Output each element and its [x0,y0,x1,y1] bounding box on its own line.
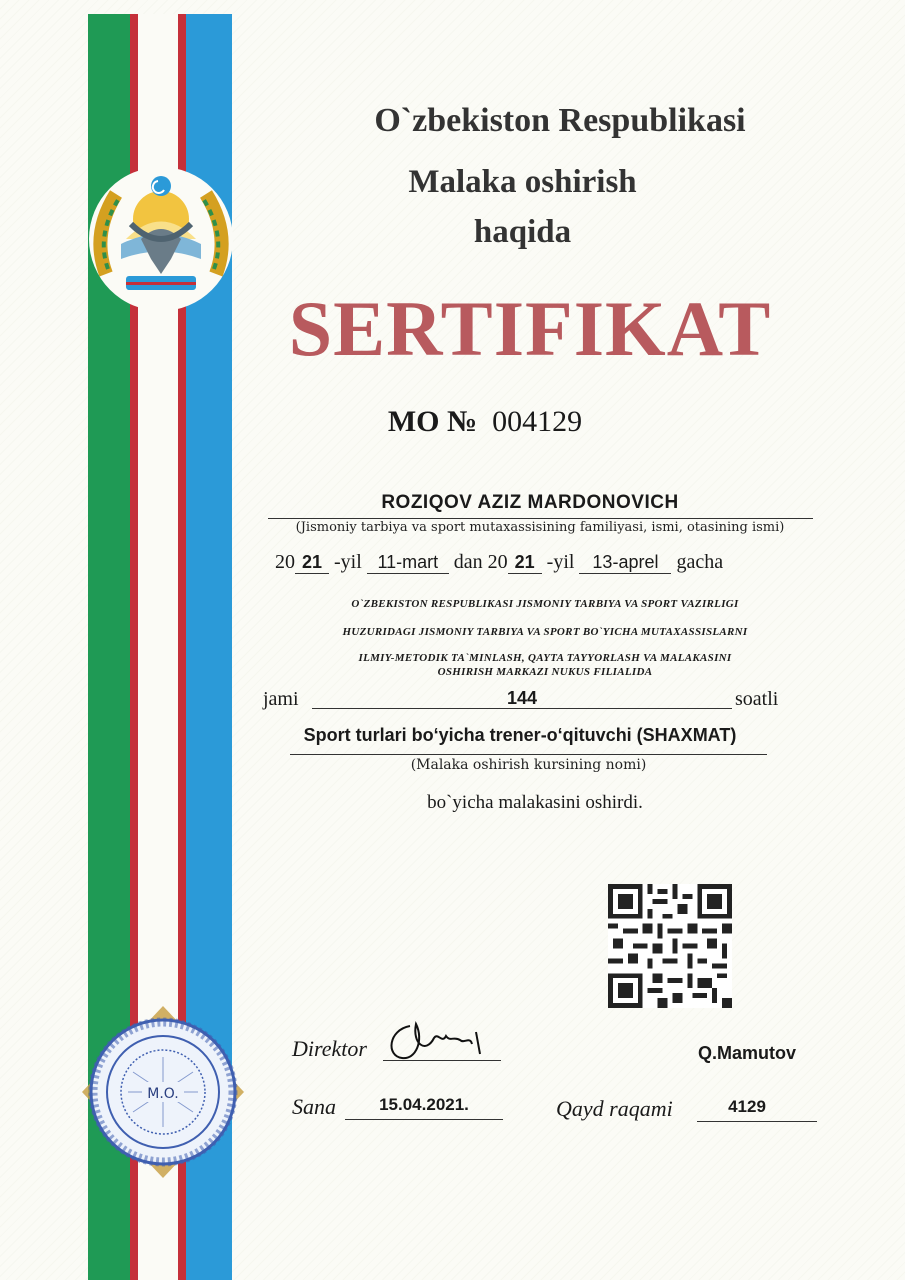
serial-number [250,405,720,439]
subtitle-line2: haqida [473,214,572,250]
hours-value: 144 [506,688,538,708]
date-label: Sana [292,1094,336,1119]
registration-value: 4129 [728,1097,766,1116]
dan-label: dan [453,551,483,573]
from-year-prefix: 20 [275,551,295,573]
organization-line1: O`ZBEKISTON RESPUBLIKASI JISMONIY TARBIYA VA SPORT VAZIRLIGI [351,598,739,610]
gacha-label: gacha [676,551,724,573]
director-label: Direktor [292,1036,367,1061]
hours-unit: soatli [735,688,779,710]
course-caption: (Malaka oshirish kursining nomi) [410,757,647,773]
course-name: Sport turlari bo‘yicha trener-o‘qituvchi (SHAXMAT) [303,725,737,745]
from-date: 11-mart [367,552,449,574]
director-underline [383,1060,501,1061]
qr-code-icon [608,884,732,1008]
completion-text: bo`yicha malakasini oshirdi. [427,792,643,813]
study-period [275,551,723,574]
organization-seal-icon [78,1002,248,1182]
date-value: 15.04.2021. [379,1095,469,1114]
serial-value: 004129 [492,405,583,438]
organization-line3: ILMIY-METODIK TA`MINLASH, QAYTA TAYYORLASH VA MALAKASINI [358,652,732,664]
recipient-name: ROZIQOV AZIZ MARDONOVICH [381,492,679,513]
director-name: Q.Mamutov [698,1043,797,1063]
to-year-suffix: 21 [508,552,542,574]
yil-label: -yil [334,551,362,573]
seal-center-text: M.O. [147,1086,179,1102]
course-underline [290,754,767,755]
serial-label: MO № [387,405,478,438]
organization-line2: HUZURIDAGI JISMONIY TARBIYA VA SPORT BO`YICHA MUTAXASSISLARNI [342,626,748,638]
to-date: 13-aprel [579,552,671,574]
from-year-suffix: 21 [295,552,329,574]
yil-label: -yil [546,551,575,573]
certificate-title: SERTIFIKAT [288,285,772,372]
name-underline [268,518,813,519]
state-emblem-icon [86,164,236,314]
republic-heading: O`zbekiston Respublikasi [374,102,746,139]
registration-label: Qayd raqami [556,1096,673,1121]
name-caption: (Jismoniy tarbiya va sport mutaxassisining familiyasi, ismi, otasining ismi) [295,520,785,535]
subtitle-line1: Malaka oshirish [408,164,637,200]
registration-underline [697,1121,817,1122]
organization-line4: OSHIRISH MARKAZI NUKUS FILIALIDA [437,666,653,678]
date-underline [345,1119,503,1120]
to-year-prefix: 20 [487,551,508,573]
hours-label: jami [263,688,299,710]
